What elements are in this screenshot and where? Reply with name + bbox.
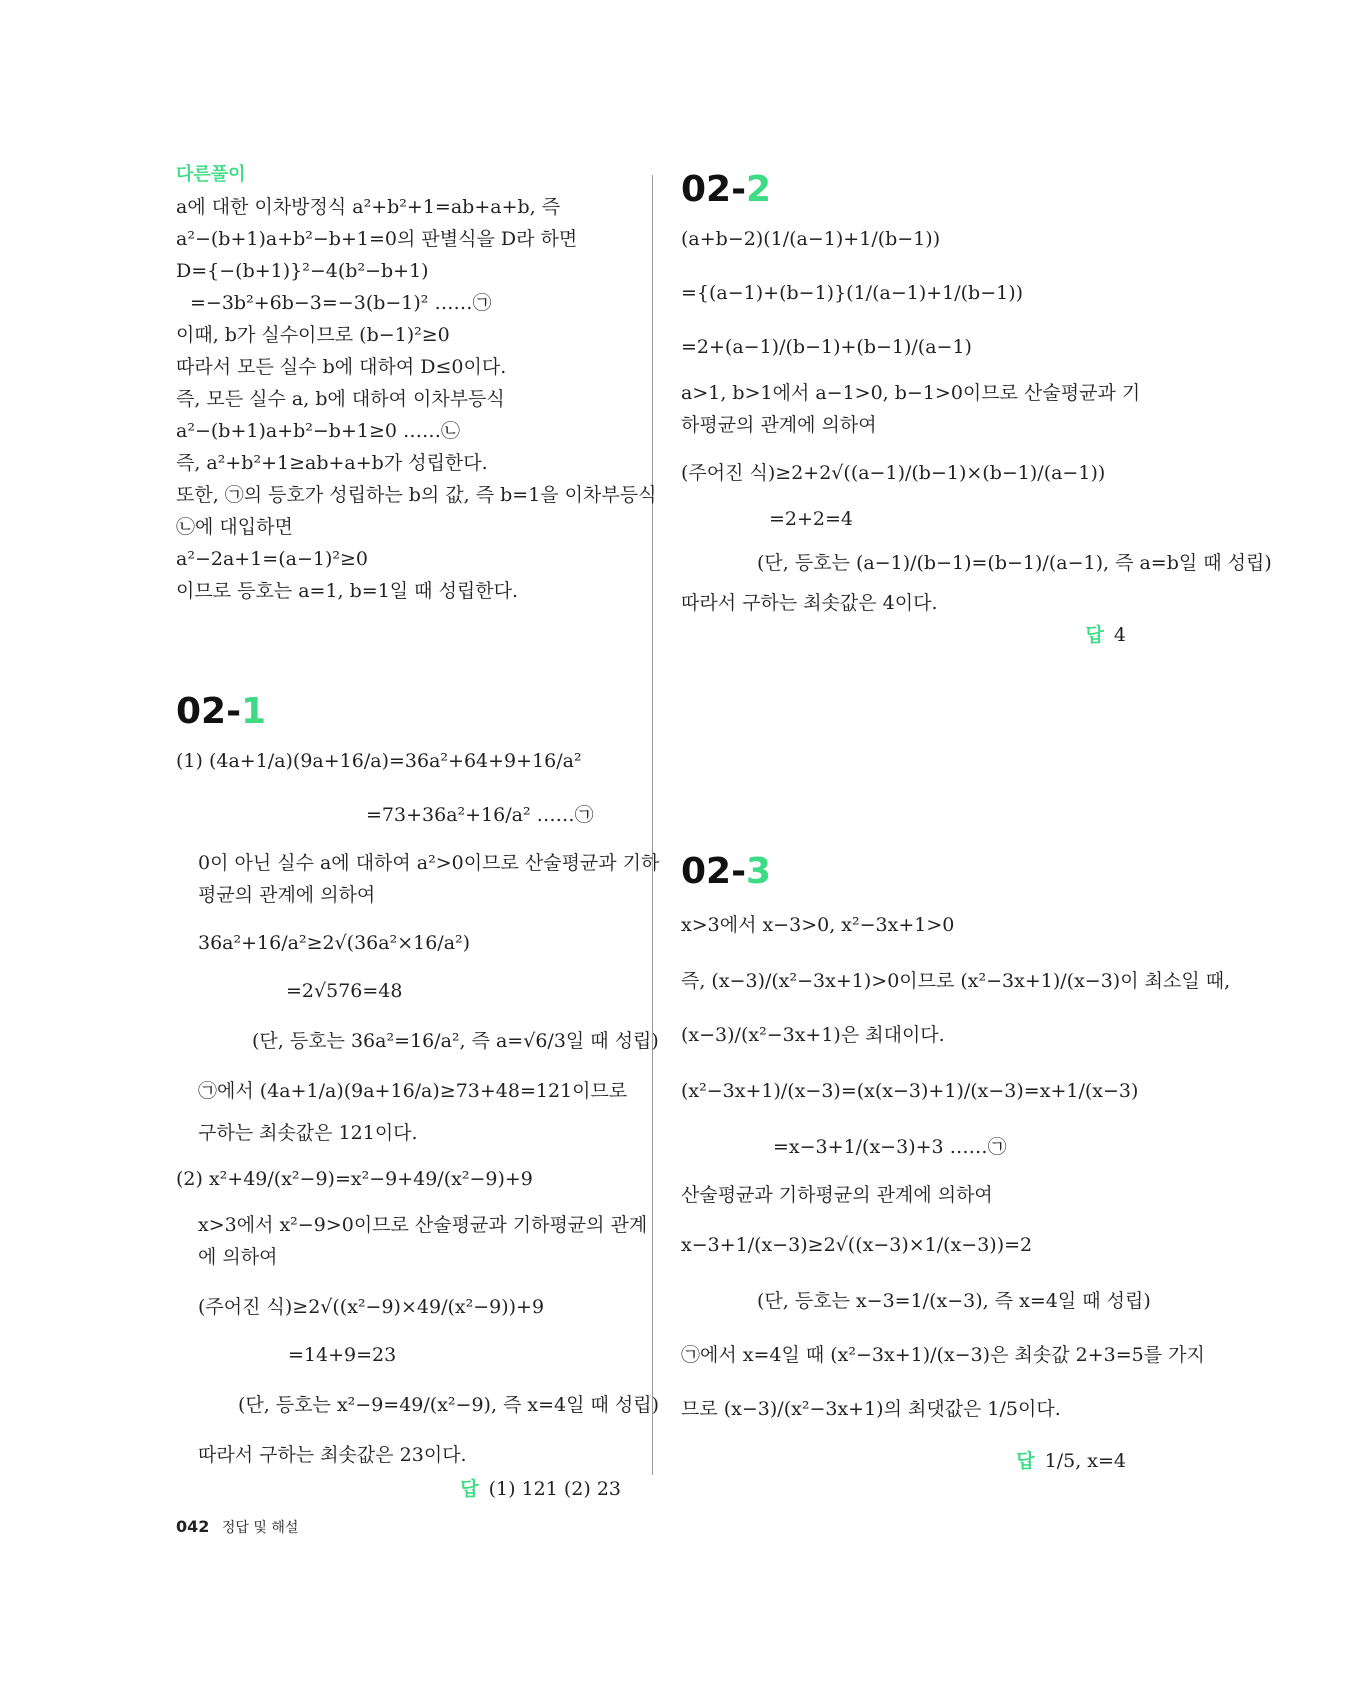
solution-line: x−3+1/(x−3)≥2√((x−3)×1/(x−3))=2 (681, 1234, 1033, 1256)
solution-line: (x²−3x+1)/(x−3)=(x(x−3)+1)/(x−3)=x+1/(x−3) (681, 1080, 1139, 1102)
solution-line: (주어진 식)≥2+2√((a−1)/(b−1)×(b−1)/(a−1)) (681, 462, 1106, 484)
solution-line: =x−3+1/(x−3)+3 ……㉠ (773, 1136, 1007, 1158)
solution-line: (단, 등호는 x²−9=49/(x²−9), 즉 x=4일 때 성립) (238, 1394, 660, 1416)
page-number: 042 (176, 1517, 210, 1536)
alt-line: a²−(b+1)a+b²−b+1=0의 판별식을 D라 하면 (176, 228, 578, 250)
solution-line: 므로 (x−3)/(x²−3x+1)의 최댓값은 1/5이다. (681, 1398, 1061, 1420)
alt-line: 즉, a²+b²+1≥ab+a+b가 성립한다. (176, 452, 488, 474)
solution-line: 에 의하여 (198, 1246, 278, 1268)
alt-line: 이때, b가 실수이므로 (b−1)²≥0 (176, 324, 450, 346)
solution-line: (주어진 식)≥2√((x²−9)×49/(x²−9))+9 (198, 1296, 545, 1318)
solution-line: 산술평균과 기하평균의 관계에 의하여 (681, 1184, 993, 1206)
solution-line: ={(a−1)+(b−1)}(1/(a−1)+1/(b−1)) (681, 282, 1024, 304)
solution-line: ㉠에서 (4a+1/a)(9a+16/a)≥73+48=121이므로 (198, 1080, 628, 1102)
solution-line: a>1, b>1에서 a−1>0, b−1>0이므로 산술평균과 기 (681, 382, 1141, 404)
problem-heading-02-3: 02-3 (681, 851, 772, 892)
solution-line: ㉠에서 x=4일 때 (x²−3x+1)/(x−3)은 최솟값 2+3=5를 가지 (681, 1344, 1205, 1366)
alt-line: 이므로 등호는 a=1, b=1일 때 성립한다. (176, 580, 519, 602)
answer-02-2: 답 4 (1085, 624, 1126, 646)
footer-title: 정답 및 해설 (221, 1520, 299, 1536)
solution-line: 36a²+16/a²≥2√(36a²×16/a²) (198, 932, 471, 954)
answer-02-1: 답 (1) 121 (2) 23 (460, 1478, 621, 1500)
alt-line: a²−(b+1)a+b²−b+1≥0 ……㉡ (176, 420, 461, 442)
solution-line: 즉, (x−3)/(x²−3x+1)>0이므로 (x²−3x+1)/(x−3)이 최소일 때, (681, 970, 1231, 992)
alt-solution-label: 다른풀이 (176, 164, 246, 185)
solution-line: 0이 아닌 실수 a에 대하여 a²>0이므로 산술평균과 기하 (198, 852, 660, 874)
solution-line: 구하는 최솟값은 121이다. (198, 1122, 418, 1144)
alt-line: =−3b²+6b−3=−3(b−1)² ……㉠ (190, 292, 492, 314)
solution-line: (2) x²+49/(x²−9)=x²−9+49/(x²−9)+9 (176, 1168, 533, 1190)
solution-line: =2√576=48 (286, 980, 403, 1002)
solution-line: (단, 등호는 x−3=1/(x−3), 즉 x=4일 때 성립) (757, 1290, 1151, 1312)
solution-line: 평균의 관계에 의하여 (198, 884, 376, 906)
alt-line: 또한, ㉠의 등호가 성립하는 b의 값, 즉 b=1을 이차부등식 (176, 484, 657, 506)
solution-line: 따라서 구하는 최솟값은 23이다. (198, 1444, 467, 1466)
solution-line: 따라서 구하는 최솟값은 4이다. (681, 592, 938, 614)
alt-line: 즉, 모든 실수 a, b에 대하여 이차부등식 (176, 388, 505, 410)
problem-heading-02-1: 02-1 (176, 691, 267, 732)
solution-line: (a+b−2)(1/(a−1)+1/(b−1)) (681, 228, 941, 250)
solution-line: (단, 등호는 36a²=16/a², 즉 a=√6/3일 때 성립) (252, 1030, 659, 1052)
alt-line: 따라서 모든 실수 b에 대하여 D≤0이다. (176, 356, 507, 378)
solution-line: x>3에서 x−3>0, x²−3x+1>0 (681, 914, 955, 936)
alt-line: a에 대한 이차방정식 a²+b²+1=ab+a+b, 즉 (176, 196, 561, 218)
problem-heading-02-2: 02-2 (681, 169, 772, 210)
column-divider (652, 175, 653, 1475)
alt-line: ㉡에 대입하면 (176, 516, 293, 538)
solution-line: (단, 등호는 (a−1)/(b−1)=(b−1)/(a−1), 즉 a=b일 때 성립) (757, 552, 1272, 574)
alt-line: D={−(b+1)}²−4(b²−b+1) (176, 260, 429, 282)
solution-line: x>3에서 x²−9>0이므로 산술평균과 기하평균의 관계 (198, 1214, 648, 1236)
page-footer (176, 1517, 298, 1537)
answer-02-3: 답 1/5, x=4 (1016, 1450, 1126, 1472)
solution-line: =2+(a−1)/(b−1)+(b−1)/(a−1) (681, 336, 972, 358)
solution-line: =73+36a²+16/a² ……㉠ (366, 804, 594, 826)
solution-line: (x−3)/(x²−3x+1)은 최대이다. (681, 1024, 945, 1046)
solution-line: =14+9=23 (288, 1344, 397, 1366)
solution-line: (1) (4a+1/a)(9a+16/a)=36a²+64+9+16/a² (176, 750, 582, 772)
solution-line: =2+2=4 (769, 508, 854, 530)
alt-line: a²−2a+1=(a−1)²≥0 (176, 548, 368, 570)
solution-line: 하평균의 관계에 의하여 (681, 414, 877, 436)
